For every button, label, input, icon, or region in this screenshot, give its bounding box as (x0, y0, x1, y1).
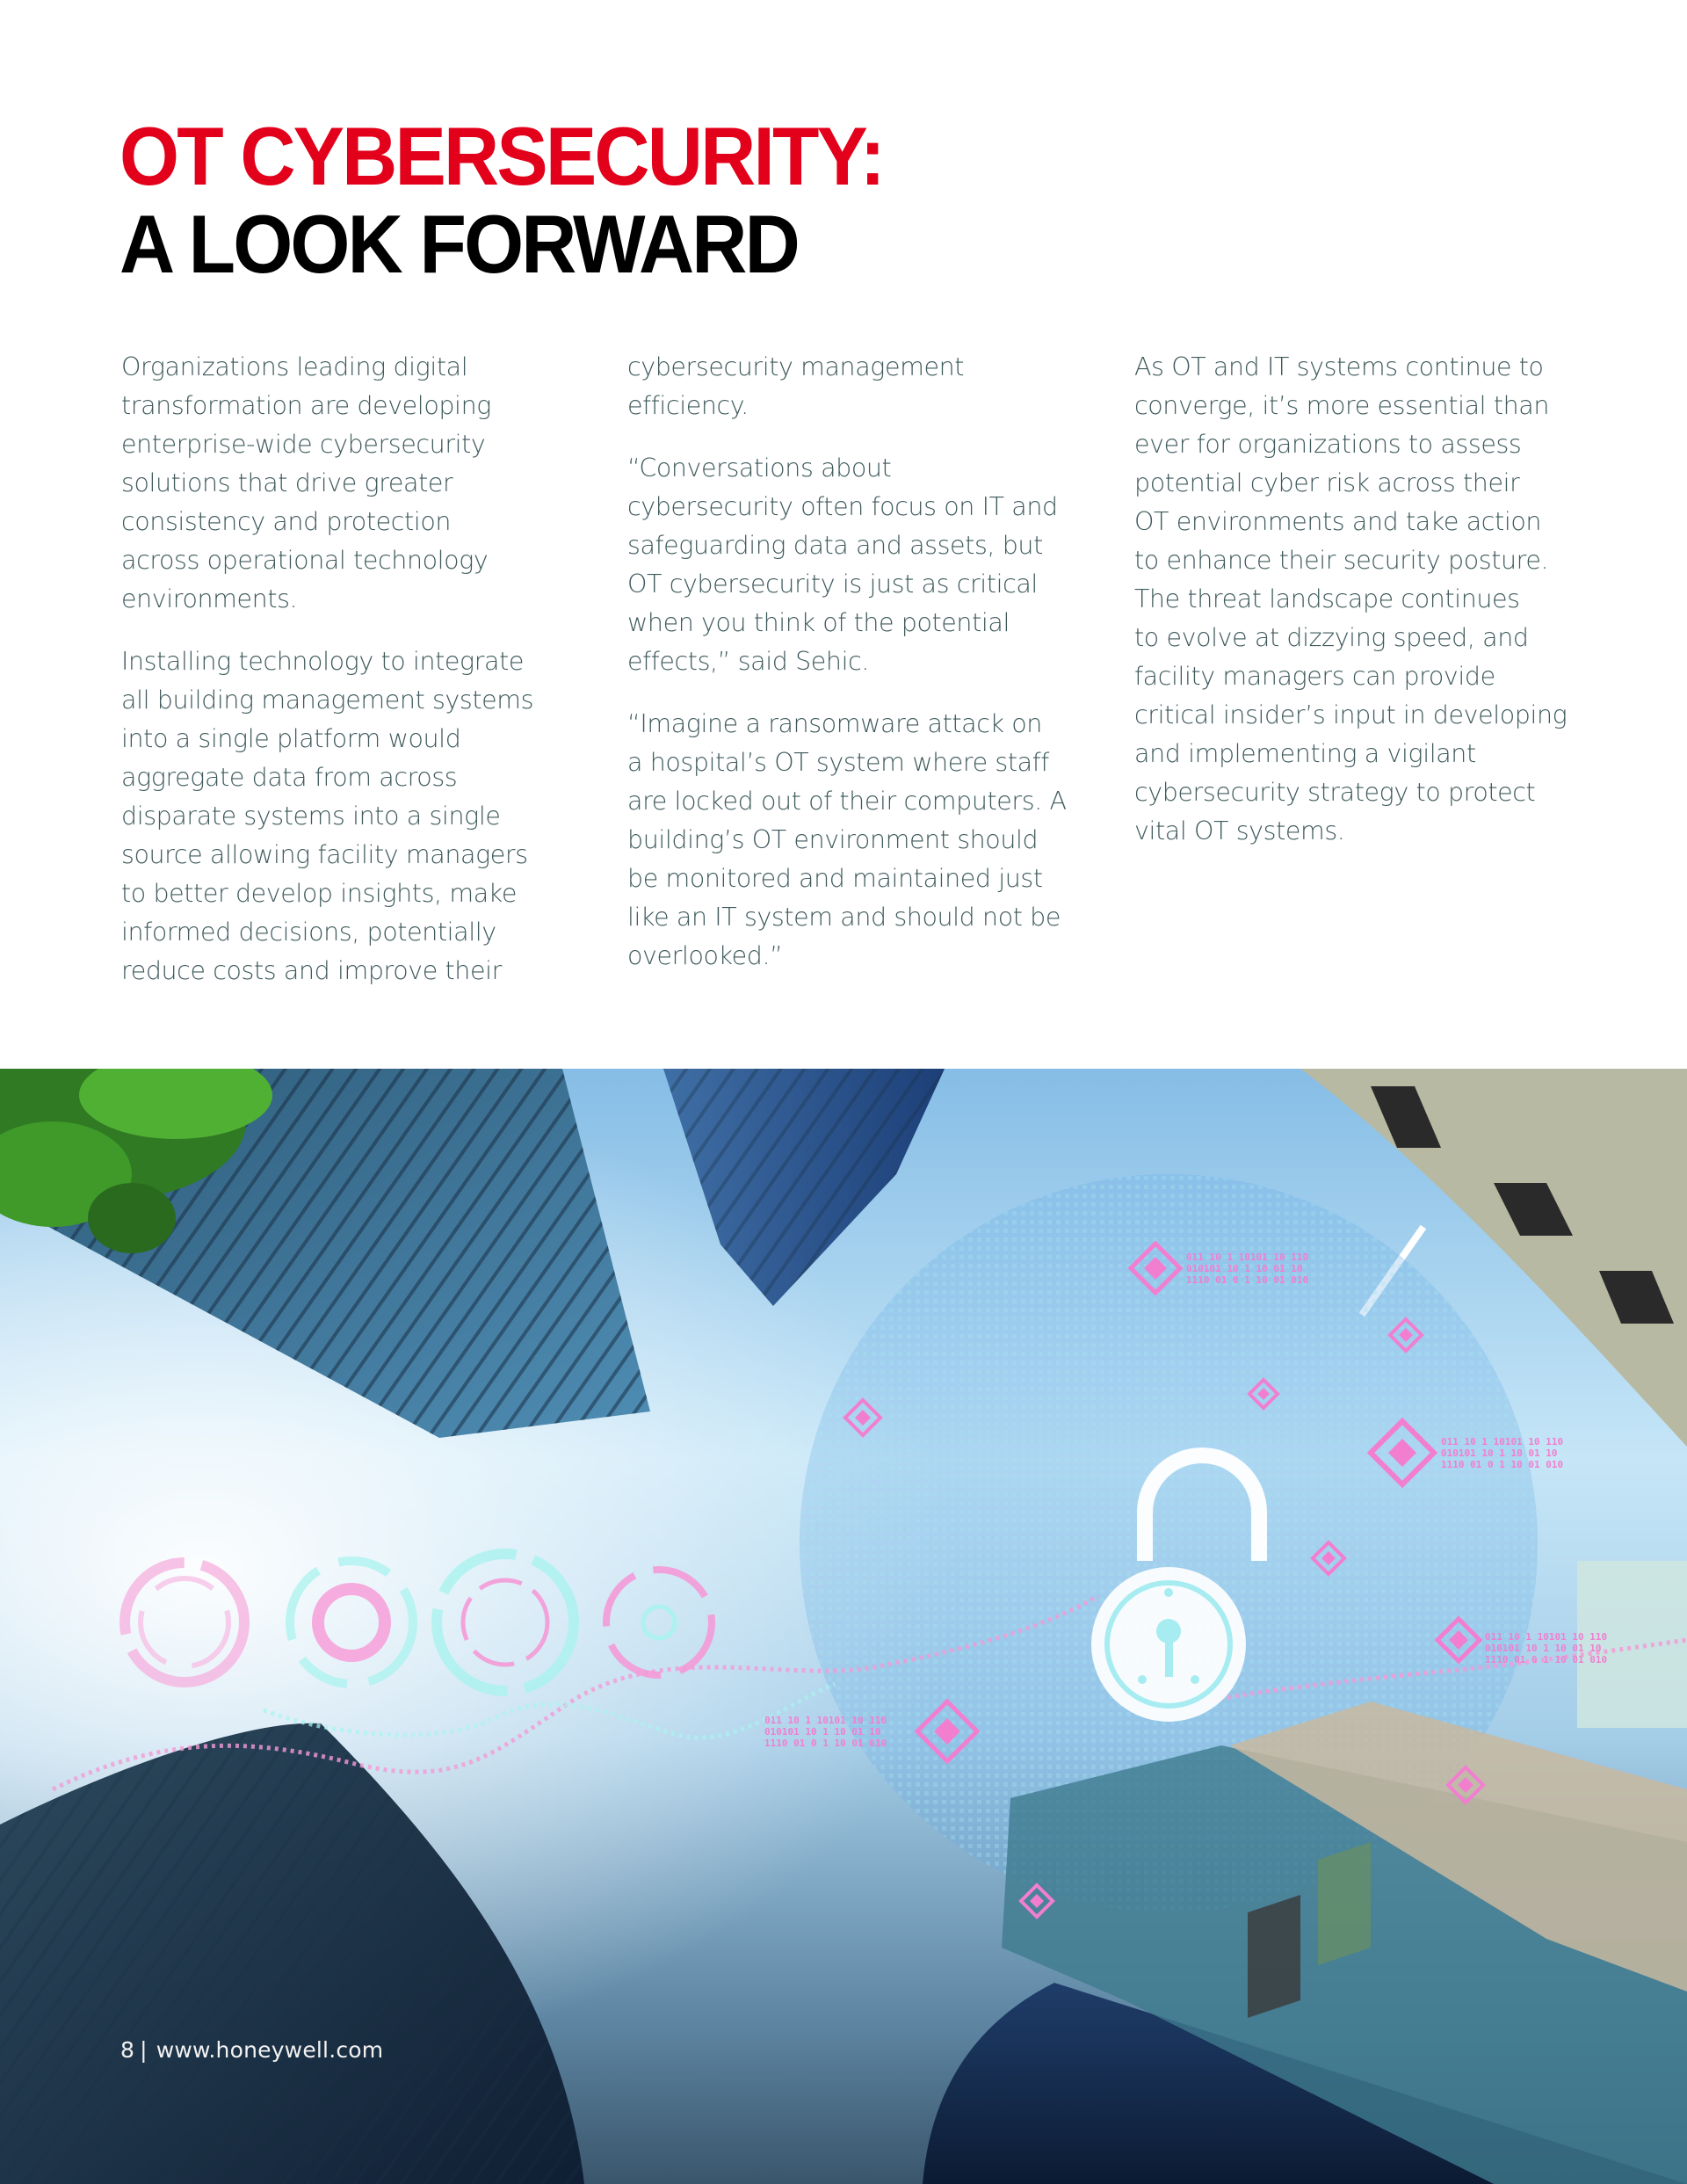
paragraph (627, 348, 1084, 425)
binary-label-line: 010101 10 1 10 01 10 (764, 1726, 881, 1738)
text-line: safeguarding data and assets, but (627, 531, 1043, 560)
binary-label-line: 1110 01 0 1 10 01 010 (764, 1738, 887, 1749)
text-line: efficiency. (627, 391, 749, 420)
binary-label-line: 011 10 1 10101 10 110 (1186, 1252, 1309, 1263)
page-heading (119, 112, 883, 288)
text-line: transformation are developing (121, 391, 491, 420)
text-line: Organizations leading digital (121, 352, 468, 381)
text-line: ever for organizations to assess (1134, 430, 1522, 459)
text-line: when you think of the potential (627, 608, 1010, 637)
text-line: source allowing facility managers (121, 840, 528, 869)
text-line: Installing technology to integrate (121, 647, 525, 676)
text-column-1 (121, 348, 578, 1014)
text-line: building’s OT environment should (627, 825, 1039, 854)
text-line: OT cybersecurity is just as critical (627, 570, 1038, 599)
text-line: environments. (121, 584, 298, 613)
cityscape-illustration (0, 1069, 1687, 2184)
text-line: overlooked.” (627, 941, 783, 970)
text-line: informed decisions, potentially (121, 918, 496, 947)
text-line: effects,” said Sehic. (627, 647, 870, 676)
text-column-3 (1134, 348, 1591, 874)
text-line: OT environments and take action (1134, 507, 1542, 536)
text-line: across operational technology (121, 546, 489, 575)
text-line: cybersecurity strategy to protect (1134, 778, 1536, 807)
text-line: facility managers can provide (1134, 662, 1495, 691)
binary-label-line: 1110 01 0 1 10 01 010 (1485, 1654, 1608, 1665)
text-line: consistency and protection (121, 507, 452, 536)
binary-label-line: 011 10 1 10101 10 110 (1485, 1631, 1608, 1643)
text-line: cybersecurity often focus on IT and (627, 492, 1058, 521)
paragraph (121, 348, 578, 619)
quote-paragraph (627, 449, 1084, 681)
page-number: 8 (120, 2037, 135, 2063)
text-line: enterprise-wide cybersecurity (121, 430, 486, 459)
text-line: and implementing a vigilant (1134, 739, 1476, 768)
text-line: cybersecurity management (627, 352, 965, 381)
binary-label-line: 1110 01 0 1 10 01 010 (1441, 1459, 1564, 1470)
text-line: are locked out of their computers. A (627, 787, 1067, 816)
text-line: to better develop insights, make (121, 879, 517, 908)
hero-photo (0, 1069, 1687, 2184)
text-line: “Imagine a ransomware attack on (627, 709, 1042, 738)
binary-label-line: 011 10 1 10101 10 110 (1441, 1436, 1564, 1448)
text-line: solutions that drive greater (121, 468, 453, 497)
text-line: into a single platform would (121, 724, 461, 753)
paragraph (1134, 348, 1591, 851)
text-line: converge, it’s more essential than (1134, 391, 1550, 420)
text-line: aggregate data from across (121, 763, 458, 792)
text-line: potential cyber risk across their (1134, 468, 1520, 497)
text-line: be monitored and maintained just (627, 864, 1043, 893)
text-line: to enhance their security posture. (1134, 546, 1549, 575)
text-line: like an IT system and should not be (627, 903, 1061, 932)
text-line: a hospital’s OT system where staff (627, 748, 1049, 777)
text-line: As OT and IT systems continue to (1134, 352, 1544, 381)
binary-label-line: 1110 01 0 1 10 01 010 (1186, 1274, 1309, 1286)
text-line: “Conversations about (627, 453, 892, 483)
quote-paragraph (627, 705, 1084, 976)
footer-separator: | (140, 2037, 148, 2063)
text-line: to evolve at dizzying speed, and (1134, 623, 1529, 652)
page-footer (120, 2037, 383, 2063)
text-column-2 (627, 348, 1084, 999)
heading-line-2: A LOOK FORWARD (119, 198, 798, 290)
paragraph (121, 642, 578, 990)
website-link[interactable]: www.honeywell.com (156, 2037, 384, 2063)
binary-label-line: 010101 10 1 10 01 10 (1186, 1263, 1303, 1274)
text-line: critical insider’s input in developing (1134, 700, 1568, 729)
binary-label-line: 010101 10 1 10 01 10 (1485, 1643, 1602, 1654)
binary-label-line: 010101 10 1 10 01 10 (1441, 1448, 1558, 1459)
text-line: all building management systems (121, 686, 534, 715)
text-line: vital OT systems. (1134, 816, 1345, 845)
binary-label-line: 011 10 1 10101 10 110 (764, 1715, 887, 1726)
text-line: reduce costs and improve their (121, 956, 502, 985)
heading-line-1: OT CYBERSECURITY: (119, 110, 883, 202)
text-line: The threat landscape continues (1134, 584, 1520, 613)
text-line: disparate systems into a single (121, 802, 501, 831)
